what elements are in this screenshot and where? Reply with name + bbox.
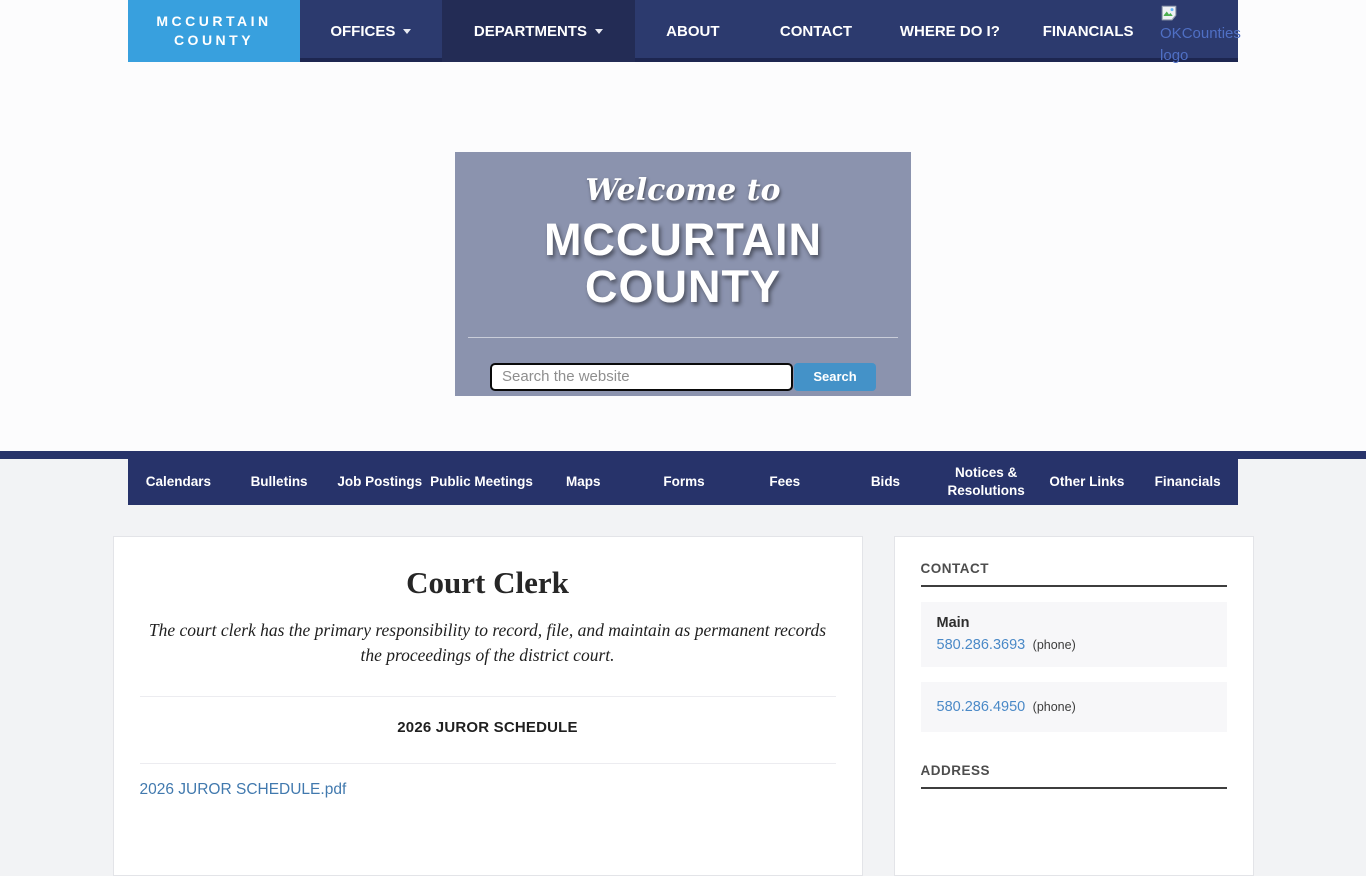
phone-main-number-link[interactable]: 580.286.3693	[936, 637, 1026, 653]
broken-image-icon	[1160, 4, 1178, 22]
page-description: The court clerk has the primary responsibility to record, file, and maintain as permanent records the proceedings of the district court.	[148, 620, 827, 666]
divider	[140, 763, 836, 764]
subnav-item-fees[interactable]: Fees	[769, 473, 801, 489]
subnav-item-bids[interactable]: Bids	[870, 473, 901, 489]
hero-title-line-1: MCCURTAIN	[543, 214, 823, 265]
logo-line-1: MCCURTAIN	[156, 13, 272, 30]
spacer	[0, 396, 1366, 451]
court-clerk-article	[113, 536, 863, 876]
subnav-item-financials[interactable]: Financials	[1154, 473, 1221, 489]
divider	[140, 696, 836, 697]
phone-secondary-number-link[interactable]: 580.286.4950	[936, 699, 1026, 715]
phone-main-box	[921, 602, 1227, 667]
chevron-down-icon	[403, 29, 411, 34]
subnav-item-maps[interactable]: Maps	[566, 473, 601, 489]
hero-divider	[468, 337, 898, 338]
nav-item-about-label: ABOUT	[666, 22, 720, 40]
phone-main-line	[937, 636, 1211, 654]
subnav-item-notices-resolutions[interactable]: Notices & Resolutions	[947, 464, 1025, 498]
phone-main-label: Main	[936, 615, 970, 631]
subnav-item-bulletins[interactable]: Bulletins	[250, 473, 308, 489]
nav-item-contact-label: CONTACT	[779, 22, 853, 40]
subnav-item-forms[interactable]: Forms	[663, 473, 705, 489]
okcounties-alt-text: OKCounties logo	[1160, 25, 1241, 64]
juror-schedule-heading: 2026 JUROR SCHEDULE	[397, 718, 578, 736]
nav-item-where-do-i[interactable]	[881, 0, 1018, 62]
nav-item-financials[interactable]	[1018, 0, 1158, 62]
nav-item-offices[interactable]	[300, 0, 442, 62]
phone-secondary-line	[937, 698, 1211, 716]
subnav-item-other-links[interactable]: Other Links	[1049, 473, 1125, 489]
nav-item-offices-label: OFFICES	[330, 22, 396, 40]
hero-county-title	[455, 216, 911, 311]
address-heading: ADDRESS	[921, 763, 1227, 789]
nav-item-financials-label: FINANCIALS	[1042, 22, 1134, 40]
nav-item-departments-label: DEPARTMENTS	[473, 22, 587, 40]
nav-item-contact[interactable]	[751, 0, 882, 62]
contact-heading: CONTACT	[921, 561, 1227, 587]
hero-welcome-text: Welcome to	[585, 173, 781, 208]
subnav-item-public-meetings[interactable]: Public Meetings	[430, 473, 533, 489]
nav-item-where-do-i-label: WHERE DO I?	[899, 22, 1000, 40]
page-title: Court Clerk	[406, 565, 569, 600]
subnav-item-job-postings[interactable]: Job Postings	[337, 473, 423, 489]
top-menu	[300, 0, 1241, 64]
search-input[interactable]	[490, 363, 793, 391]
secondary-navigation	[128, 459, 1238, 505]
logo-line-2: COUNTY	[173, 32, 255, 48]
top-navigation	[128, 0, 1241, 64]
phone-secondary-box	[921, 682, 1227, 732]
hero-title-line-2: COUNTY	[585, 261, 781, 313]
okcounties-logo-link[interactable]	[1158, 0, 1241, 64]
county-logo[interactable]	[128, 0, 300, 62]
subnav-item-calendars[interactable]: Calendars	[145, 473, 211, 489]
chevron-down-icon	[595, 29, 603, 34]
page-content	[113, 505, 1254, 876]
nav-item-departments[interactable]	[442, 0, 635, 62]
subnav-stripe	[0, 451, 1366, 459]
phone-secondary-suffix: (phone)	[1032, 700, 1076, 714]
phone-main-suffix: (phone)	[1032, 638, 1076, 652]
search-button[interactable]: Search	[794, 363, 876, 391]
contact-sidebar	[894, 536, 1254, 876]
hero-banner	[455, 152, 911, 396]
nav-item-about[interactable]	[635, 0, 750, 62]
site-search	[490, 363, 876, 391]
juror-schedule-pdf-link[interactable]: 2026 JUROR SCHEDULE.pdf	[139, 780, 347, 798]
